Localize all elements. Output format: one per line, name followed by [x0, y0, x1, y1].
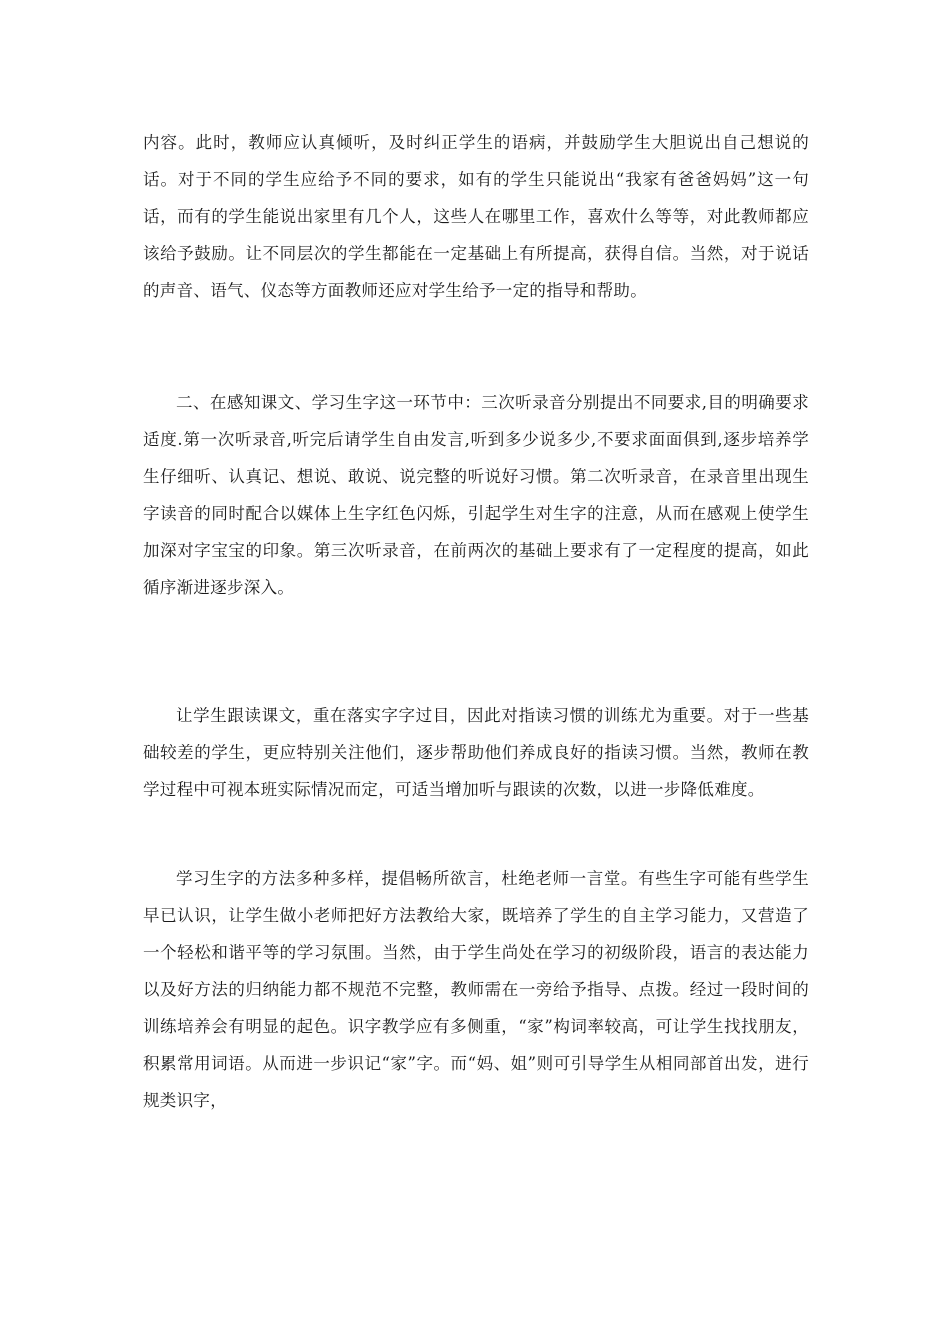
paragraph-follow-reading: 让学生跟读课文，重在落实字字过目，因此对指读习惯的训练尤为重要。对于一些基础较差的学生，更应特别关注他们，逐步帮助他们养成良好的指读习惯。当然，教师在教学过程中可视本班实际情况而定，可适当增加听与跟读的次数，以进一步降低难度。: [143, 706, 809, 799]
paragraph-continuation: 内容。此时，教师应认真倾听，及时纠正学生的语病，并鼓励学生大胆说出自己想说的话。对于不同的学生应给予不同的要求，如有的学生只能说出“我家有爸爸妈妈”这一句话，而有的学生能说出家里有几个人，这些人在哪里工作，喜欢什么等等，对此教师都应该给予鼓励。让不同层次的学生都能在一定基础上有所提高，获得自信。当然，对于说话的声音、语气、仪态等方面教师还应对学生给予一定的指导和帮助。: [143, 133, 809, 300]
paragraph-listening-section: 二、在感知课文、学习生字这一环节中：三次听录音分别提出不同要求,目的明确要求适度.第一次听录音,听完后请学生自由发言,听到多少说多少,不要求面面俱到,逐步培养学生仔细听、认真记、想说、敢说、说完整的听说好习惯。第二次听录音，在录音里出现生字读音的同时配合以媒体上生字红色闪烁，引起学生对生字的注意，从而在感观上使学生加深对字宝宝的印象。第三次听录音，在前两次的基础上要求有了一定程度的提高，如此循序渐进逐步深入。: [143, 393, 809, 597]
paragraph-learning-characters: 学习生字的方法多种多样，提倡畅所欲言，杜绝老师一言堂。有些生字可能有些学生早已认识，让学生做小老师把好方法教给大家，既培养了学生的自主学习能力，又营造了一个轻松和谐平等的学习氛围。当然，由于学生尚处在学习的初级阶段，语言的表达能力以及好方法的归纳能力都不规范不完整，教师需在一旁给予指导、点拨。经过一段时间的训练培养会有明显的起色。识字教学应有多侧重，“家”构词率较高，可让学生找找朋友，积累常用词语。从而进一步识记“家”字。而“妈、姐”则可引导学生从相同部首出发，进行规类识字，: [143, 869, 809, 1110]
